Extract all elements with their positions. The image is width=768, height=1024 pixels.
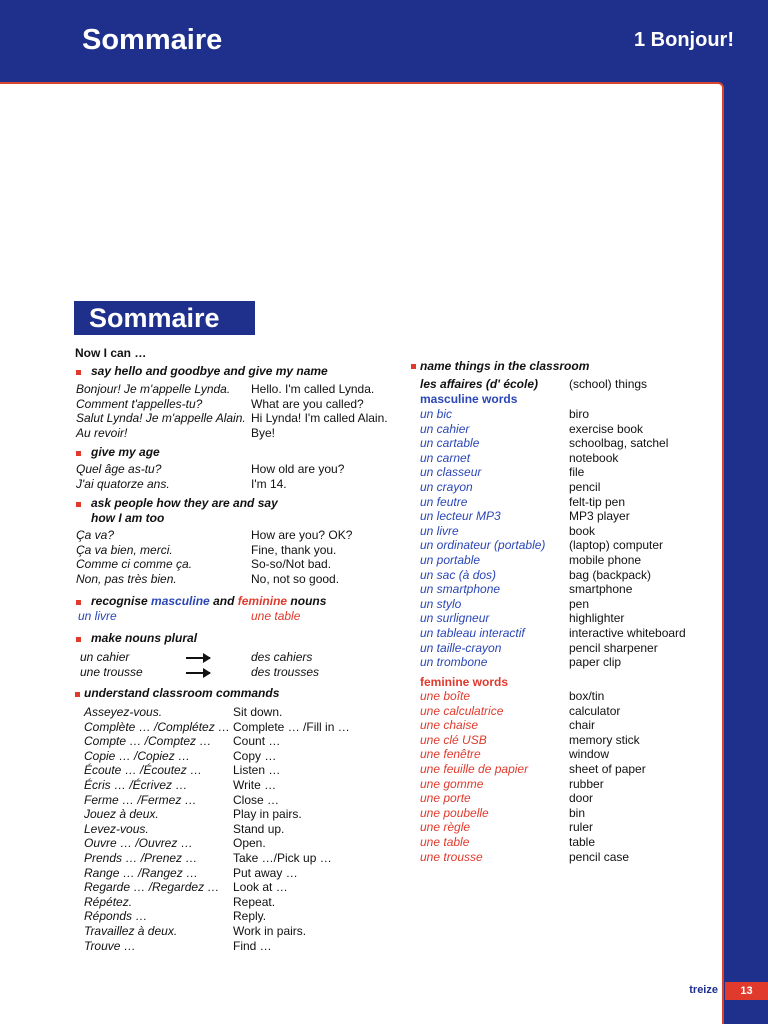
masculine-word-french: un trombone: [420, 655, 488, 670]
section-heading-plural: make nouns plural: [91, 631, 198, 645]
bullet-icon: [76, 370, 81, 375]
masculine-word-english: (laptop) computer: [569, 538, 664, 553]
feminine-word-english: window: [569, 747, 610, 762]
feminine-word-english: box/tin: [569, 689, 605, 703]
command-french: Regarde … /Regardez …: [84, 880, 220, 895]
command-french: Écoute … /Écoutez …: [84, 763, 203, 778]
masculine-word-english: schoolbag, satchel: [569, 436, 669, 451]
bullet-icon: [411, 364, 416, 369]
masculine-word-english: file: [569, 465, 585, 480]
command-french: Compte … /Comptez …: [84, 734, 212, 749]
command-french: Levez-vous.: [84, 821, 149, 836]
command-french: Complète … /Complétez …: [84, 719, 231, 734]
section-heading-classroom: name things in the classroom: [420, 359, 590, 373]
how-phrase-french: Ça va bien, merci.: [76, 542, 173, 557]
hello-phrase-french: Au revoir!: [76, 425, 128, 440]
masculine-word-french: un stylo: [420, 596, 462, 611]
feminine-word-french: une fenêtre: [420, 747, 481, 762]
masculine-word-french: un surligneur: [420, 611, 490, 626]
masculine-word-french: un carnet: [420, 450, 471, 465]
feminine-word-english: door: [569, 791, 594, 806]
masculine-word-english: pen: [569, 596, 590, 611]
page-number: 13: [725, 982, 768, 1000]
masculine-word-english: highlighter: [569, 611, 625, 626]
masculine-word-english: paper clip: [569, 655, 622, 670]
section-heading-how-are-you-1: ask people how they are and say: [91, 496, 278, 510]
command-french: Répétez.: [84, 894, 133, 909]
feminine-heading: feminine words: [420, 675, 509, 689]
feminine-word-english: memory stick: [569, 732, 640, 747]
command-english: Reply.: [233, 909, 267, 924]
command-english: Listen …: [233, 763, 281, 778]
command-french: Trouve …: [84, 938, 136, 953]
arrow-right-icon: [186, 672, 210, 674]
command-english: Sit down.: [233, 705, 283, 719]
masculine-word-french: un taille-crayon: [420, 640, 502, 655]
bullet-icon: [76, 600, 81, 605]
command-french: Réponds …: [84, 909, 148, 924]
masculine-word-english: mobile phone: [569, 553, 642, 567]
masculine-word-english: interactive whiteboard: [569, 626, 686, 640]
masculine-word-french: un ordinateur (portable): [420, 538, 546, 553]
masculine-word-english: exercise book: [569, 421, 644, 436]
age-phrase-french: Quel âge as-tu?: [76, 462, 162, 476]
feminine-word-french: une porte: [420, 791, 471, 806]
example-masculine: un livre: [78, 609, 117, 623]
now-i-can: Now I can …: [75, 346, 147, 360]
intro-french: les affaires (d' école): [420, 377, 539, 391]
how-phrase-french: Comme ci comme ça.: [76, 557, 193, 572]
feminine-word-english: pencil case: [569, 849, 630, 864]
command-french: Ouvre … /Ouvrez …: [84, 836, 193, 851]
command-english: Count …: [233, 734, 281, 749]
masculine-word-french: un cartable: [420, 436, 480, 451]
arrow-right-icon: [186, 657, 210, 659]
command-english: Stand up.: [233, 821, 285, 836]
hello-phrase-french: Bonjour! Je m'appelle Lynda.: [76, 382, 231, 396]
command-english: Take …/Pick up …: [233, 851, 332, 865]
masculine-word-french: un portable: [420, 553, 481, 567]
banner-title: Sommaire: [82, 24, 223, 56]
masculine-word-english: notebook: [569, 450, 619, 465]
how-phrase-english: Fine, thank you.: [251, 542, 337, 557]
section-heading-gender: recognise masculine and feminine nouns: [91, 594, 327, 608]
command-english: Complete … /Fill in …: [233, 719, 350, 734]
command-french: Travaillez à deux.: [84, 924, 178, 938]
command-french: Asseyez-vous.: [84, 705, 163, 719]
command-french: Range … /Rangez …: [84, 865, 199, 880]
sommaire-box-title: Sommaire: [74, 301, 255, 335]
masculine-word-french: un lecteur MP3: [420, 509, 501, 524]
masculine-word-french: un crayon: [420, 480, 473, 494]
command-english: Work in pairs.: [233, 924, 307, 938]
masculine-word-english: felt-tip pen: [569, 494, 626, 509]
command-french: Prends … /Prenez …: [84, 851, 198, 865]
command-french: Écris … /Écrivez …: [84, 778, 188, 792]
command-english: Look at …: [233, 880, 288, 895]
feminine-word-english: sheet of paper: [569, 762, 646, 776]
masculine-word-english: pencil sharpener: [569, 640, 658, 655]
command-english: Put away …: [233, 865, 298, 880]
example-feminine: une table: [251, 609, 301, 623]
masculine-word-english: biro: [569, 407, 590, 421]
how-phrase-english: How are you? OK?: [251, 528, 353, 542]
command-english: Write …: [233, 778, 277, 792]
plural-plural-1: des cahiers: [251, 650, 313, 664]
top-banner: [0, 0, 768, 82]
masculine-word-english: pencil: [569, 480, 601, 494]
feminine-word-french: une règle: [420, 820, 471, 835]
intro-english: (school) things: [569, 377, 648, 391]
hello-phrase-english: Hello. I'm called Lynda.: [251, 382, 375, 396]
plural-plural-2: des trousses: [251, 665, 320, 679]
masculine-word-english: smartphone: [569, 582, 633, 597]
plural-singular-1: un cahier: [80, 650, 130, 664]
masculine-word-french: un classeur: [420, 465, 482, 480]
feminine-word-french: une gomme: [420, 776, 484, 791]
feminine-word-english: chair: [569, 718, 596, 733]
how-phrase-french: Non, pas très bien.: [76, 571, 177, 586]
bullet-icon: [75, 692, 80, 697]
feminine-word-french: une boîte: [420, 689, 471, 703]
masculine-heading: masculine words: [420, 392, 518, 406]
age-phrase-english: I'm 14.: [251, 476, 287, 491]
command-english: Play in pairs.: [233, 807, 302, 822]
how-phrase-english: So-so/Not bad.: [251, 557, 332, 572]
hello-phrase-french: Comment t'appelles-tu?: [76, 396, 203, 411]
command-english: Repeat.: [233, 894, 276, 909]
feminine-word-french: une feuille de papier: [420, 762, 529, 776]
section-heading-how-are-you-2: how I am too: [91, 511, 165, 525]
command-french: Ferme … /Fermez …: [84, 792, 197, 807]
hello-phrase-english: Hi Lynda! I'm called Alain.: [251, 411, 388, 426]
feminine-word-french: une trousse: [420, 849, 483, 864]
command-english: Copy …: [233, 748, 277, 763]
hello-phrase-french: Salut Lynda! Je m'appelle Alain.: [76, 411, 246, 426]
masculine-word-french: un tableau interactif: [420, 626, 525, 640]
feminine-word-french: une clé USB: [420, 732, 487, 747]
masculine-word-french: un smartphone: [420, 582, 501, 597]
masculine-word-french: un livre: [420, 523, 459, 538]
feminine-word-french: une calculatrice: [420, 703, 504, 718]
hello-phrase-english: What are you called?: [251, 396, 364, 411]
feminine-word-french: une chaise: [420, 718, 479, 733]
plural-singular-2: une trousse: [80, 665, 143, 679]
page-word: treize: [689, 984, 718, 996]
feminine-word-english: ruler: [569, 820, 594, 835]
masculine-word-french: un feutre: [420, 494, 468, 509]
feminine-word-english: bin: [569, 805, 586, 820]
age-phrase-english: How old are you?: [251, 462, 345, 476]
command-english: Close …: [233, 792, 280, 807]
masculine-word-english: MP3 player: [569, 509, 630, 524]
bullet-icon: [76, 502, 81, 507]
age-phrase-french: J'ai quatorze ans.: [76, 476, 170, 491]
feminine-word-english: rubber: [569, 776, 604, 791]
bullet-icon: [76, 451, 81, 456]
masculine-word-french: un cahier: [420, 421, 470, 436]
section-heading-commands: understand classroom commands: [84, 686, 280, 700]
how-phrase-french: Ça va?: [76, 528, 115, 542]
feminine-word-french: une poubelle: [420, 805, 489, 820]
hello-phrase-english: Bye!: [251, 425, 276, 440]
feminine-word-english: calculator: [569, 703, 621, 718]
section-heading-hello: say hello and goodbye and give my name: [91, 364, 328, 378]
how-phrase-english: No, not so good.: [251, 571, 340, 586]
command-french: Jouez à deux.: [84, 807, 159, 822]
masculine-word-french: un sac (à dos): [420, 567, 497, 582]
unit-title: 1 Bonjour!: [634, 29, 734, 51]
bullet-icon: [76, 637, 81, 642]
masculine-word-french: un bic: [420, 407, 453, 421]
masculine-word-english: book: [569, 523, 596, 538]
section-heading-age: give my age: [91, 445, 160, 459]
command-french: Copie … /Copiez …: [84, 748, 191, 763]
command-english: Open.: [233, 836, 266, 851]
masculine-word-english: bag (backpack): [569, 567, 652, 582]
feminine-word-french: une table: [420, 835, 470, 849]
feminine-word-english: table: [569, 835, 596, 849]
command-english: Find …: [233, 938, 272, 953]
